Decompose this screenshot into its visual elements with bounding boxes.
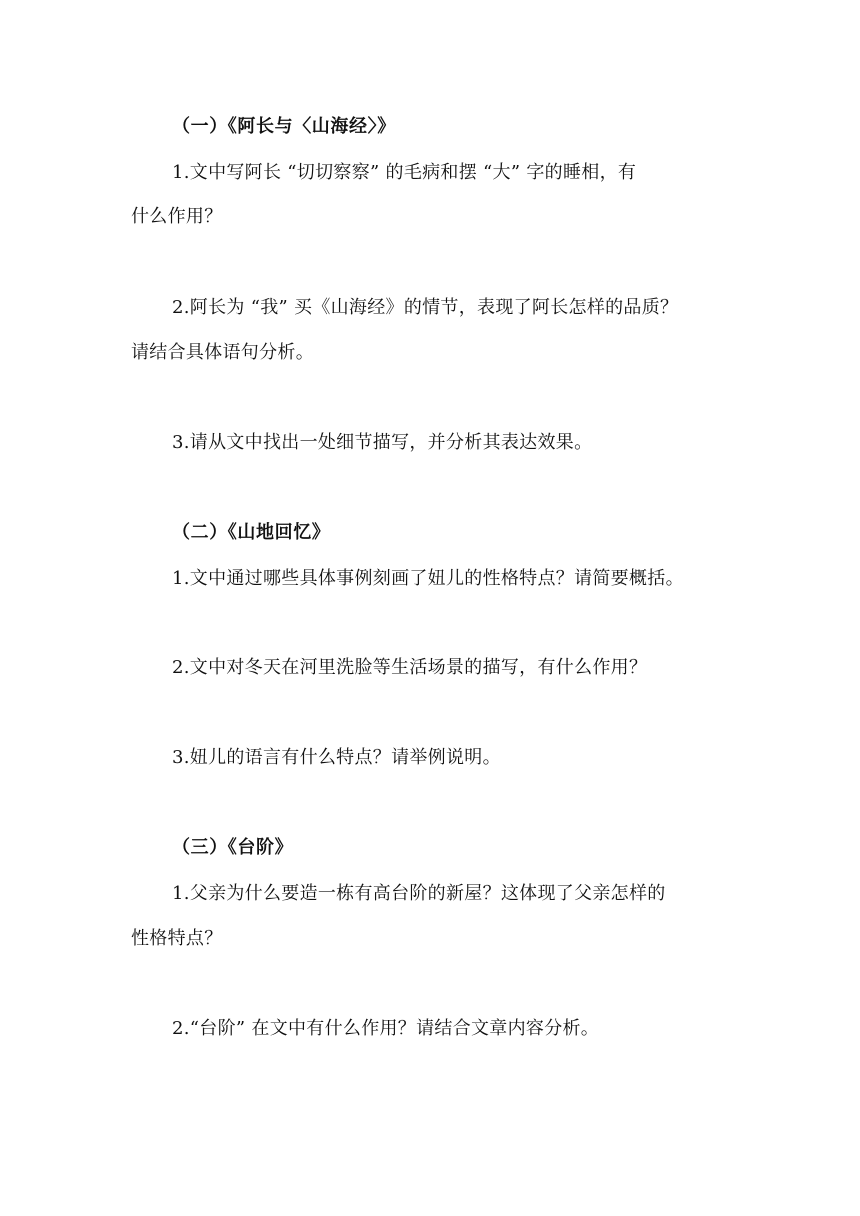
- question-1-2-line-2: 请结合具体语句分析。: [131, 342, 314, 363]
- section-heading-1: （一）《阿长与〈山海经〉》: [172, 116, 396, 137]
- question-2-3-line-1: 3.妞儿的语言有什么特点？请举例说明。: [172, 747, 501, 768]
- section-heading-3: （三）《台阶》: [172, 837, 294, 858]
- question-2-1-line-1: 1.文中通过哪些具体事例刻画了妞儿的性格特点？请简要概括。: [172, 568, 684, 589]
- question-2-2-line-1: 2.文中对冬天在河里洗脸等生活场景的描写，有什么作用？: [172, 657, 648, 678]
- question-3-1-line-1: 1.父亲为什么要造一栋有高台阶的新屋？这体现了父亲怎样的: [172, 883, 666, 904]
- section-heading-2: （二）《山地回忆》: [172, 522, 331, 543]
- question-3-1-line-2: 性格特点？: [131, 928, 223, 949]
- question-1-1-line-1: 1.文中写阿长 “切切察察” 的毛病和摆 “大” 字的睡相，有: [172, 162, 637, 183]
- question-1-2-line-1: 2.阿长为 “我” 买《山海经》的情节，表现了阿长怎样的品质？: [172, 297, 679, 318]
- question-1-1-line-2: 什么作用？: [131, 206, 223, 227]
- question-1-3-line-1: 3.请从文中找出一处细节描写，并分析其表达效果。: [172, 432, 593, 453]
- question-3-2-line-1: 2.“台阶” 在文中有什么作用？请结合文章内容分析。: [172, 1018, 600, 1039]
